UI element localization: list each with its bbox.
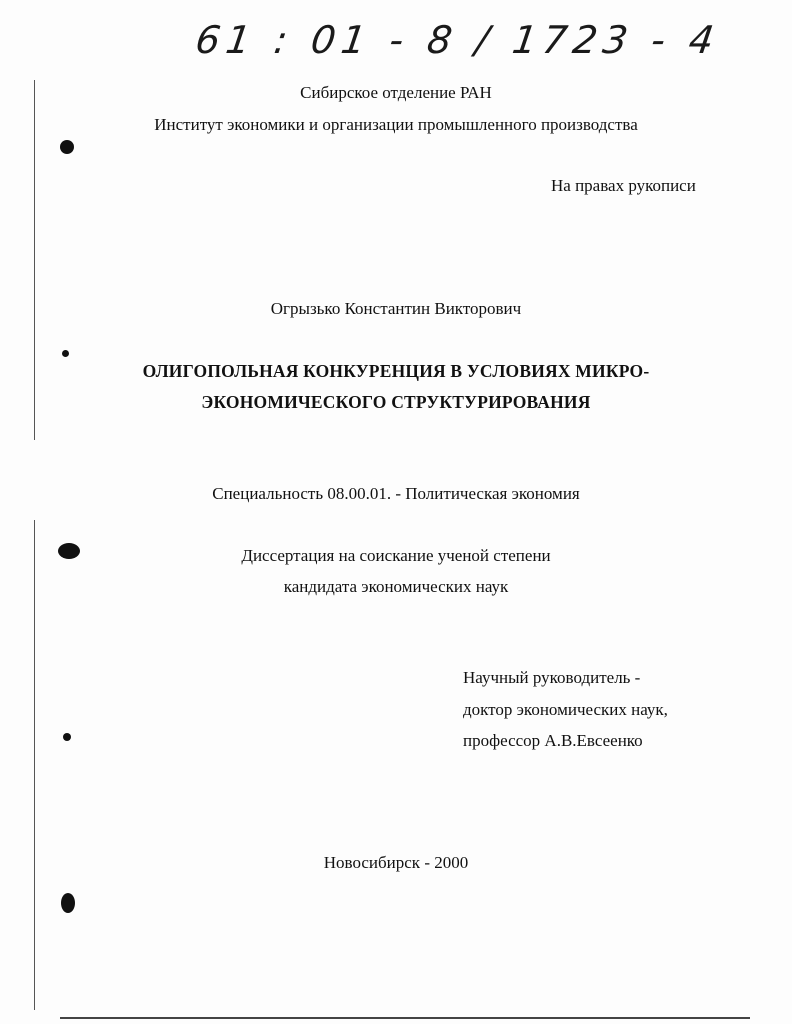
punch-hole-mark	[61, 893, 75, 913]
supervisor-line-1: Научный руководитель -	[463, 668, 641, 687]
bottom-edge-line	[60, 1017, 750, 1019]
organization-name: Сибирское отделение РАН	[300, 83, 492, 102]
punch-hole-mark	[62, 350, 69, 357]
specialty: Специальность 08.00.01. - Политическая экономия	[212, 484, 580, 503]
supervisor-line-2: доктор экономических наук,	[463, 700, 668, 719]
city-year: Новосибирск - 2000	[323, 853, 469, 872]
dissertation-title-line-2: ЭКОНОМИЧЕСКОГО СТРУКТУРИРОВАНИЯ	[201, 392, 591, 412]
author-name: Огрызько Константин Викторович	[270, 299, 522, 318]
degree-line-2: кандидата экономических наук	[283, 577, 509, 596]
supervisor-line-3: профессор А.В.Евсеенко	[463, 731, 643, 750]
degree-line-1: Диссертация на соискание ученой степени	[241, 546, 551, 565]
punch-hole-mark	[63, 733, 71, 741]
dissertation-title-line-1: ОЛИГОПОЛЬНАЯ КОНКУРЕНЦИЯ В УСЛОВИЯХ МИКРО-	[142, 361, 650, 381]
handwritten-archive-code: 61 : 01 - 8 / 1723 - 4	[192, 18, 723, 62]
institute-name: Институт экономики и организации промышленного производства	[154, 115, 638, 134]
punch-hole-mark	[60, 140, 74, 154]
rights-note: На правах рукописи	[551, 176, 696, 195]
